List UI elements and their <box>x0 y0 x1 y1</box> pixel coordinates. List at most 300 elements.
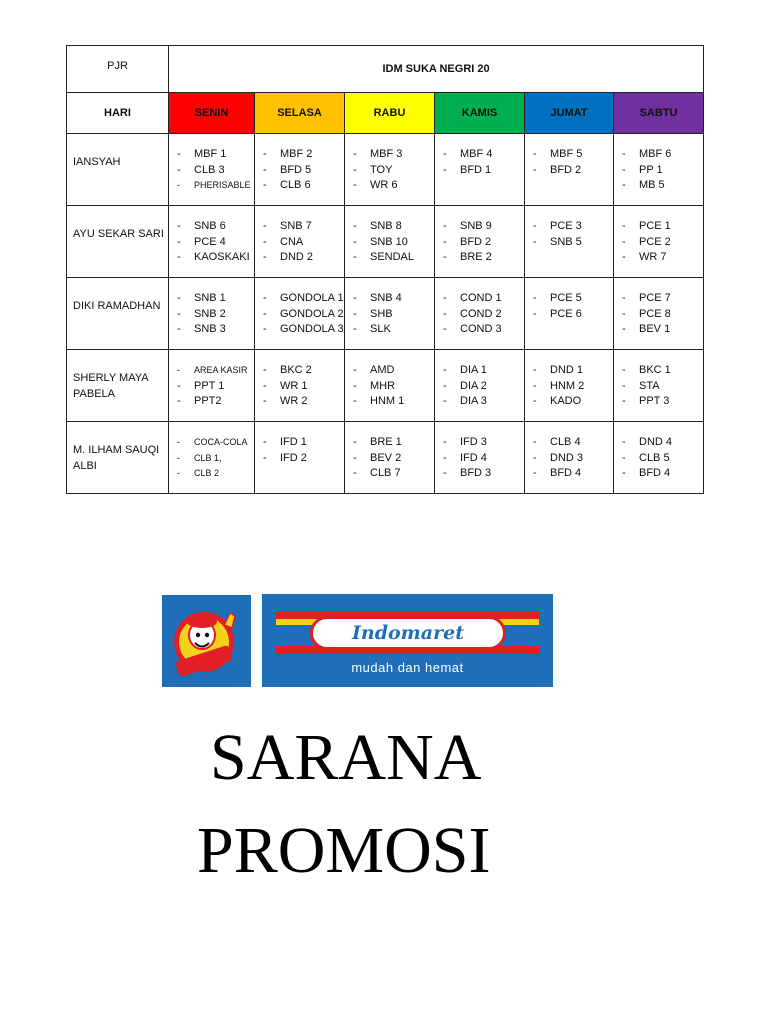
bullet-dash: - <box>443 451 447 464</box>
bullet-dash: - <box>622 163 626 176</box>
schedule-cell <box>614 350 704 422</box>
area-code: CLB 4 <box>550 436 581 448</box>
schedule-cell <box>525 422 614 494</box>
area-list <box>533 147 613 178</box>
list-item <box>443 163 524 179</box>
bullet-dash: - <box>263 307 267 320</box>
bullet-dash: - <box>263 379 267 392</box>
bullet-dash: - <box>263 292 267 304</box>
bullet-dash: - <box>443 220 447 232</box>
schedule-cell <box>435 278 525 350</box>
area-code: DIA 3 <box>460 395 487 407</box>
area-list <box>177 219 254 266</box>
list-item <box>177 178 254 194</box>
area-code: CNA <box>280 235 304 248</box>
bullet-dash: - <box>622 179 626 191</box>
area-code: WR 2 <box>280 395 308 407</box>
area-code: SENDAL <box>370 251 415 263</box>
list-item <box>353 435 434 451</box>
list-item <box>263 250 344 266</box>
bullet-dash: - <box>533 395 537 407</box>
list-item <box>443 147 524 163</box>
list-item <box>622 307 703 323</box>
list-item <box>533 379 613 395</box>
list-item <box>443 394 524 410</box>
area-list <box>353 435 434 482</box>
bullet-dash: - <box>177 220 181 232</box>
area-code: PCE 8 <box>639 307 671 320</box>
schedule-cell <box>435 134 525 206</box>
list-item <box>263 394 344 410</box>
bullet-dash: - <box>622 451 626 464</box>
list-item <box>443 250 524 266</box>
list-item <box>177 451 254 467</box>
pjr-label: PJR <box>67 46 169 93</box>
area-code: MHR <box>370 379 396 392</box>
list-item <box>622 291 703 307</box>
list-item <box>622 250 703 266</box>
bullet-dash: - <box>622 395 626 407</box>
area-code: CLB 2 <box>194 468 220 478</box>
list-item <box>177 466 254 482</box>
area-code: PPT 1 <box>194 379 225 392</box>
pjr-name: DIKI RAMADHAN <box>67 278 169 350</box>
area-code: AREA KASIR <box>194 365 248 375</box>
list-item <box>443 235 524 251</box>
list-item <box>622 466 703 482</box>
list-item <box>263 322 344 338</box>
bullet-dash: - <box>263 251 267 263</box>
bullet-dash: - <box>533 364 537 376</box>
bullet-dash: - <box>263 163 267 176</box>
area-code: KADO <box>550 395 582 407</box>
area-code: CLB 3 <box>194 163 225 176</box>
schedule-cell <box>345 278 435 350</box>
area-code: PCE 5 <box>550 292 582 304</box>
area-code: BKC 2 <box>280 364 312 376</box>
day-header-5: SABTU <box>614 93 704 134</box>
schedule-cell <box>614 278 704 350</box>
area-code: MBF 6 <box>639 148 672 160</box>
bullet-dash: - <box>177 307 181 320</box>
table-row <box>67 278 704 350</box>
bullet-dash: - <box>622 364 626 376</box>
schedule-cell <box>169 350 255 422</box>
bullet-dash: - <box>533 436 537 448</box>
area-code: BKC 1 <box>639 364 671 376</box>
hemat-banget-mascot-logo <box>162 595 251 687</box>
list-item <box>263 163 344 179</box>
bullet-dash: - <box>443 307 447 320</box>
bullet-dash: - <box>177 323 181 335</box>
bullet-dash: - <box>353 307 357 320</box>
area-code: AMD <box>370 364 395 376</box>
bullet-dash: - <box>263 436 267 448</box>
area-code: PCE 4 <box>194 235 226 248</box>
bullet-dash: - <box>263 148 267 160</box>
list-item <box>443 466 524 482</box>
bullet-dash: - <box>177 235 181 248</box>
list-item <box>622 219 703 235</box>
bullet-dash: - <box>177 379 181 392</box>
schedule-cell <box>525 278 614 350</box>
area-code: GONDOLA 1 <box>280 292 344 304</box>
bullet-dash: - <box>533 379 537 392</box>
list-item <box>533 219 613 235</box>
area-code: SNB 6 <box>194 220 226 232</box>
list-item <box>622 235 703 251</box>
indomaret-logo <box>262 594 553 687</box>
bullet-dash: - <box>622 307 626 320</box>
area-list <box>533 435 613 482</box>
area-code: BFD 2 <box>550 163 582 176</box>
list-item <box>533 235 613 251</box>
schedule-cell <box>525 350 614 422</box>
area-code: DND 3 <box>550 451 584 464</box>
schedule-cell <box>255 206 345 278</box>
area-code: IFD 2 <box>280 451 307 464</box>
list-item <box>443 363 524 379</box>
list-item <box>443 291 524 307</box>
area-code: SNB 2 <box>194 307 226 320</box>
area-list <box>622 291 703 338</box>
bullet-dash: - <box>353 148 357 160</box>
bullet-dash: - <box>622 436 626 448</box>
bullet-dash: - <box>533 148 537 160</box>
area-code: CLB 7 <box>370 467 401 479</box>
list-item <box>533 163 613 179</box>
area-list <box>177 435 254 482</box>
bullet-dash: - <box>263 220 267 232</box>
area-list <box>177 363 254 410</box>
area-list <box>533 291 613 322</box>
schedule-cell <box>169 422 255 494</box>
day-header-2: RABU <box>345 93 435 134</box>
bullet-dash: - <box>263 323 267 335</box>
bullet-dash: - <box>622 292 626 304</box>
area-code: PP 1 <box>639 163 663 176</box>
bullet-dash: - <box>177 292 181 304</box>
table-row <box>67 206 704 278</box>
area-code: GONDOLA 3 <box>280 323 344 335</box>
area-code: SNB 10 <box>370 235 408 248</box>
table-row <box>67 134 704 206</box>
area-list <box>533 219 613 250</box>
area-list <box>622 147 703 194</box>
schedule-cell <box>525 206 614 278</box>
area-code: MB 5 <box>639 179 665 191</box>
list-item <box>353 394 434 410</box>
area-code: DND 1 <box>550 364 584 376</box>
area-list <box>443 219 524 266</box>
area-code: COCA-COLA <box>194 437 248 447</box>
bullet-dash: - <box>353 323 357 335</box>
area-code: COND 3 <box>460 323 502 335</box>
area-code: PPT 3 <box>639 395 670 407</box>
bullet-dash: - <box>353 436 357 448</box>
schedule-cell <box>255 278 345 350</box>
list-item <box>353 363 434 379</box>
bullet-dash: - <box>353 179 357 191</box>
list-item <box>263 147 344 163</box>
list-item <box>177 379 254 395</box>
area-list <box>177 291 254 338</box>
day-header-1: SELASA <box>255 93 345 134</box>
area-list <box>443 291 524 338</box>
area-list <box>263 435 344 466</box>
bullet-dash: - <box>622 251 626 263</box>
bullet-dash: - <box>353 235 357 248</box>
list-item <box>177 322 254 338</box>
pjr-name: IANSYAH <box>67 134 169 206</box>
area-code: IFD 4 <box>460 451 487 464</box>
brand-name: Indomaret <box>352 622 464 644</box>
list-item <box>353 219 434 235</box>
bullet-dash: - <box>353 364 357 376</box>
list-item <box>622 163 703 179</box>
bullet-dash: - <box>353 451 357 464</box>
area-code: KAOSKAKI <box>194 251 250 263</box>
list-item <box>443 435 524 451</box>
pjr-name: SHERLY MAYA PABELA <box>67 350 169 422</box>
area-code: BFD 4 <box>550 467 582 479</box>
area-code: IFD 3 <box>460 436 487 448</box>
bullet-dash: - <box>533 467 537 479</box>
bullet-dash: - <box>622 467 626 479</box>
schedule-cell <box>169 134 255 206</box>
list-item <box>353 451 434 467</box>
list-item <box>533 466 613 482</box>
table-row <box>67 350 704 422</box>
list-item <box>263 219 344 235</box>
schedule-cell <box>345 350 435 422</box>
area-code: MBF 3 <box>370 148 403 160</box>
list-item <box>353 466 434 482</box>
bullet-dash: - <box>263 364 267 376</box>
area-code: BFD 1 <box>460 163 492 176</box>
bullet-dash: - <box>353 292 357 304</box>
list-item <box>353 178 434 194</box>
area-code: BFD 3 <box>460 467 492 479</box>
area-code: CLB 5 <box>639 451 670 464</box>
list-item <box>353 322 434 338</box>
area-code: SNB 3 <box>194 323 226 335</box>
bullet-dash: - <box>533 235 537 248</box>
area-list <box>622 363 703 410</box>
bullet-dash: - <box>177 251 181 263</box>
bullet-dash: - <box>533 220 537 232</box>
bullet-dash: - <box>443 148 447 160</box>
hari-label: HARI <box>67 93 169 134</box>
list-item <box>353 307 434 323</box>
area-code: SLK <box>370 323 391 335</box>
list-item <box>533 363 613 379</box>
bullet-dash: - <box>353 467 357 479</box>
schedule-cell <box>345 134 435 206</box>
brand-name-plate <box>310 616 506 650</box>
area-code: SNB 4 <box>370 292 402 304</box>
area-list <box>353 291 434 338</box>
area-code: IFD 1 <box>280 436 307 448</box>
area-code: DND 4 <box>639 436 673 448</box>
area-code: PCE 2 <box>639 235 671 248</box>
area-code: CLB 1, <box>194 452 222 463</box>
list-item <box>622 147 703 163</box>
bullet-dash: - <box>443 323 447 335</box>
bullet-dash: - <box>443 379 447 392</box>
area-code: PCE 6 <box>550 307 582 320</box>
area-list <box>443 363 524 410</box>
area-code: STA <box>639 379 660 392</box>
pjr-name: M. ILHAM SAUQI ALBI <box>67 422 169 494</box>
list-item <box>443 379 524 395</box>
bullet-dash: - <box>443 235 447 248</box>
heading-line-1: SARANA <box>210 721 482 794</box>
bullet-dash: - <box>622 235 626 248</box>
area-code: DIA 1 <box>460 364 487 376</box>
area-list <box>533 363 613 410</box>
area-code: PCE 1 <box>639 220 671 232</box>
area-list <box>622 219 703 266</box>
area-code: MBF 2 <box>280 148 313 160</box>
bullet-dash: - <box>443 436 447 448</box>
list-item <box>177 394 254 410</box>
list-item <box>177 291 254 307</box>
bullet-dash: - <box>443 364 447 376</box>
bullet-dash: - <box>443 292 447 304</box>
area-code: DND 2 <box>280 251 314 263</box>
list-item <box>353 291 434 307</box>
area-list <box>353 147 434 194</box>
area-code: BRE 1 <box>370 436 402 448</box>
schedule-cell <box>614 206 704 278</box>
bullet-dash: - <box>622 148 626 160</box>
bullet-dash: - <box>263 395 267 407</box>
bullet-dash: - <box>177 163 181 176</box>
list-item <box>353 379 434 395</box>
schedule-cell <box>169 278 255 350</box>
table-row <box>67 422 704 494</box>
bullet-dash: - <box>353 163 357 176</box>
area-code: HNM 2 <box>550 379 585 392</box>
list-item <box>353 250 434 266</box>
bullet-dash: - <box>353 395 357 407</box>
schedule-cell <box>525 134 614 206</box>
bullet-dash: - <box>177 452 180 463</box>
area-list <box>353 219 434 266</box>
list-item <box>177 250 254 266</box>
schedule-cell <box>435 350 525 422</box>
brand-tagline: mudah dan hemat <box>351 660 464 675</box>
area-code: SNB 5 <box>550 235 582 248</box>
list-item <box>622 435 703 451</box>
bullet-dash: - <box>177 180 180 190</box>
area-code: PPT2 <box>194 395 222 407</box>
area-code: BEV 1 <box>639 323 671 335</box>
area-code: HNM 1 <box>370 395 405 407</box>
area-list <box>263 363 344 410</box>
area-code: SNB 1 <box>194 292 226 304</box>
area-code: DIA 2 <box>460 379 487 392</box>
list-item <box>263 379 344 395</box>
bullet-dash: - <box>622 379 626 392</box>
area-code: PHERISABLE <box>194 180 251 190</box>
area-list <box>263 219 344 266</box>
bullet-dash: - <box>177 437 180 447</box>
bullet-dash: - <box>533 292 537 304</box>
schedule-cell <box>614 134 704 206</box>
area-code: WR 6 <box>370 179 398 191</box>
bullet-dash: - <box>177 365 180 375</box>
bullet-dash: - <box>263 179 267 191</box>
list-item <box>533 291 613 307</box>
list-item <box>533 394 613 410</box>
area-code: BFD 4 <box>639 467 671 479</box>
area-code: BFD 2 <box>460 235 492 248</box>
schedule-cell <box>255 422 345 494</box>
list-item <box>263 451 344 467</box>
list-item <box>443 322 524 338</box>
bullet-dash: - <box>443 467 447 479</box>
day-header-0: SENIN <box>169 93 255 134</box>
list-item <box>263 178 344 194</box>
list-item <box>177 435 254 451</box>
area-code: WR 1 <box>280 379 308 392</box>
list-item <box>353 235 434 251</box>
area-code: SHB <box>370 307 393 320</box>
area-code: BEV 2 <box>370 451 402 464</box>
list-item <box>177 147 254 163</box>
list-item <box>533 307 613 323</box>
area-code: CLB 6 <box>280 179 311 191</box>
list-item <box>177 307 254 323</box>
list-item <box>443 451 524 467</box>
area-list <box>353 363 434 410</box>
bullet-dash: - <box>443 163 447 176</box>
area-list <box>263 291 344 338</box>
bullet-dash: - <box>353 220 357 232</box>
area-code: PCE 7 <box>639 292 671 304</box>
area-code: MBF 4 <box>460 148 493 160</box>
list-item <box>263 435 344 451</box>
table-title: IDM SUKA NEGRI 20 <box>169 46 704 93</box>
bullet-dash: - <box>353 251 357 263</box>
list-item <box>443 219 524 235</box>
area-list <box>177 147 254 194</box>
bullet-dash: - <box>177 148 181 160</box>
list-item <box>533 147 613 163</box>
list-item <box>353 147 434 163</box>
schedule-cell <box>169 206 255 278</box>
list-item <box>622 322 703 338</box>
day-header-3: KAMIS <box>435 93 525 134</box>
list-item <box>622 363 703 379</box>
pjr-name: AYU SEKAR SARI <box>67 206 169 278</box>
list-item <box>263 307 344 323</box>
bullet-dash: - <box>443 251 447 263</box>
day-header-4: JUMAT <box>525 93 614 134</box>
area-list <box>622 435 703 482</box>
list-item <box>353 163 434 179</box>
list-item <box>177 219 254 235</box>
area-code: GONDOLA 2 <box>280 307 344 320</box>
bullet-dash: - <box>443 395 447 407</box>
list-item <box>263 363 344 379</box>
bullet-dash: - <box>177 468 180 478</box>
area-code: BRE 2 <box>460 251 492 263</box>
bullet-dash: - <box>622 323 626 335</box>
heading-line-2: PROMOSI <box>197 814 491 887</box>
